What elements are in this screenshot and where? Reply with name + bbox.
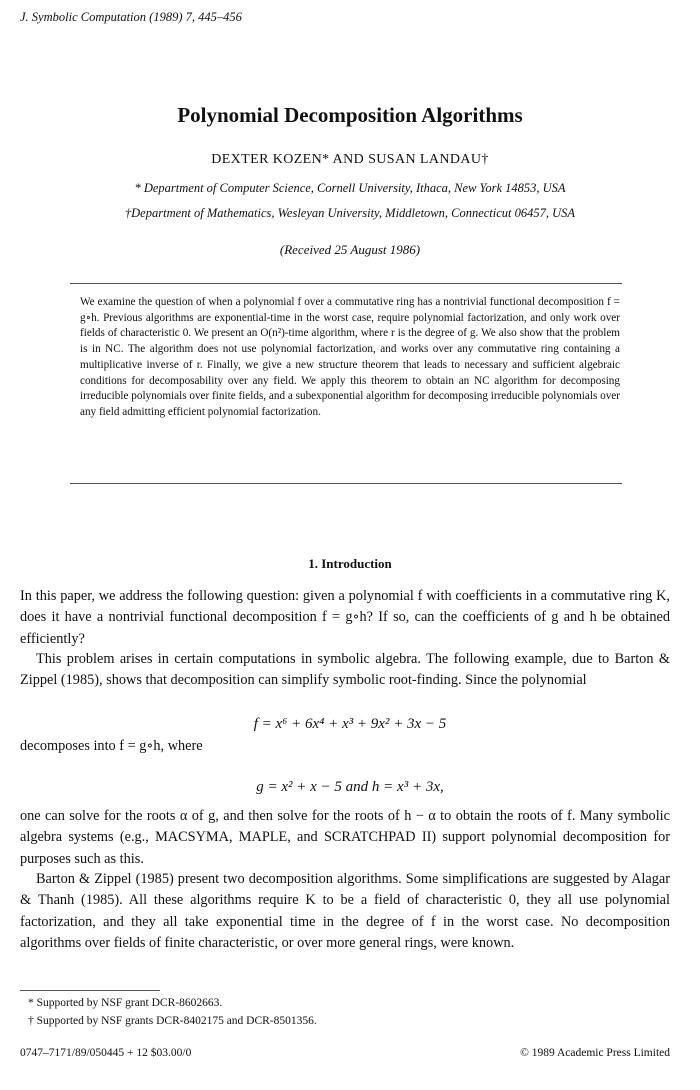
- copyright-notice: © 1989 Academic Press Limited: [520, 1047, 670, 1059]
- paper-title: Polynomial Decomposition Algorithms: [177, 103, 523, 127]
- paper-authors: DEXTER KOZEN* AND SUSAN LANDAU†: [211, 152, 489, 167]
- paragraph-4: one can solve for the roots α of g, and then solve for the roots of h − α to obtain the roots of f. Many symbolic algebra systems (e.g., MACSYMA, MAPLE, and SCRATCHPAD II) support polynomial decomposition for purposes such as this.: [20, 808, 670, 867]
- footnote-1: * Supported by NSF grant DCR-8602663.: [28, 997, 223, 1009]
- footnote-2: † Supported by NSF grants DCR-8402175 and DCR-8501356.: [28, 1015, 317, 1027]
- journal-header: J. Symbolic Computation (1989) 7, 445–456: [20, 10, 242, 24]
- abstract-bottom-rule: [70, 483, 622, 484]
- footnote-rule: [20, 990, 160, 991]
- affiliation-2: †Department of Mathematics, Wesleyan University, Middletown, Connecticut 06457, USA: [124, 206, 576, 220]
- received-date: (Received 25 August 1986): [279, 242, 421, 257]
- paragraph-1: In this paper, we address the following question: given a polynomial f with coefficients in a commutative ring K, does it have a nontrivial functional decomposition f = g∘h? If so, can the coefficients of g and h be obtained efficiently?: [20, 588, 670, 647]
- paragraph-2: This problem arises in certain computations in symbolic algebra. The following example, due to Barton & Zippel (1985), shows that decomposition can simplify symbolic root-finding. Since the polynomial: [20, 651, 670, 689]
- abstract-top-rule: [70, 283, 622, 284]
- equation-2: g = x² + x − 5 and h = x³ + 3x,: [256, 779, 444, 795]
- section-heading: 1. Introduction: [308, 556, 392, 571]
- equation-1: f = x⁶ + 6x⁴ + x³ + 9x² + 3x − 5: [253, 716, 447, 732]
- affiliation-1: * Department of Computer Science, Cornell University, Ithaca, New York 14853, USA: [134, 181, 566, 195]
- abstract: We examine the question of when a polynomial f over a commutative ring has a nontrivial functional decomposition f = g∘h. Previous algorithms are exponential-time in the worst case, require polynomial factorization, and only work over fields of characteristic 0. We present an O(n²)-time algorithm, where r is the degree of g. We also show that the problem is in NC. The algorithm does not use polynomial factorization, and works over any commutative ring containing a multiplicative inverse of r. Finally, we give a new structure theorem that leads to necessary and sufficient algebraic conditions for decomposability over any field. We apply this theorem to obtain an NC algorithm for decomposing irreducible polynomials over finite fields, and a subexponential algorithm for decomposing irreducible polynomials over any field admitting efficient polynomial factorization.: [80, 296, 620, 418]
- paragraph-5: Barton & Zippel (1985) present two decomposition algorithms. Some simplifications are suggested by Alagar & Thanh (1985). All these algorithms require K to be a field of characteristic 0, they all use polynomial factorization, and they all take exponential time in the degree of f in the worst case. No decomposition algorithms over fields of finite characteristic, or over more general rings, were known.: [20, 871, 670, 951]
- article-code: 0747–7171/89/050445 + 12 $03.00/0: [20, 1047, 192, 1059]
- paragraph-3: decomposes into f = g∘h, where: [20, 738, 203, 754]
